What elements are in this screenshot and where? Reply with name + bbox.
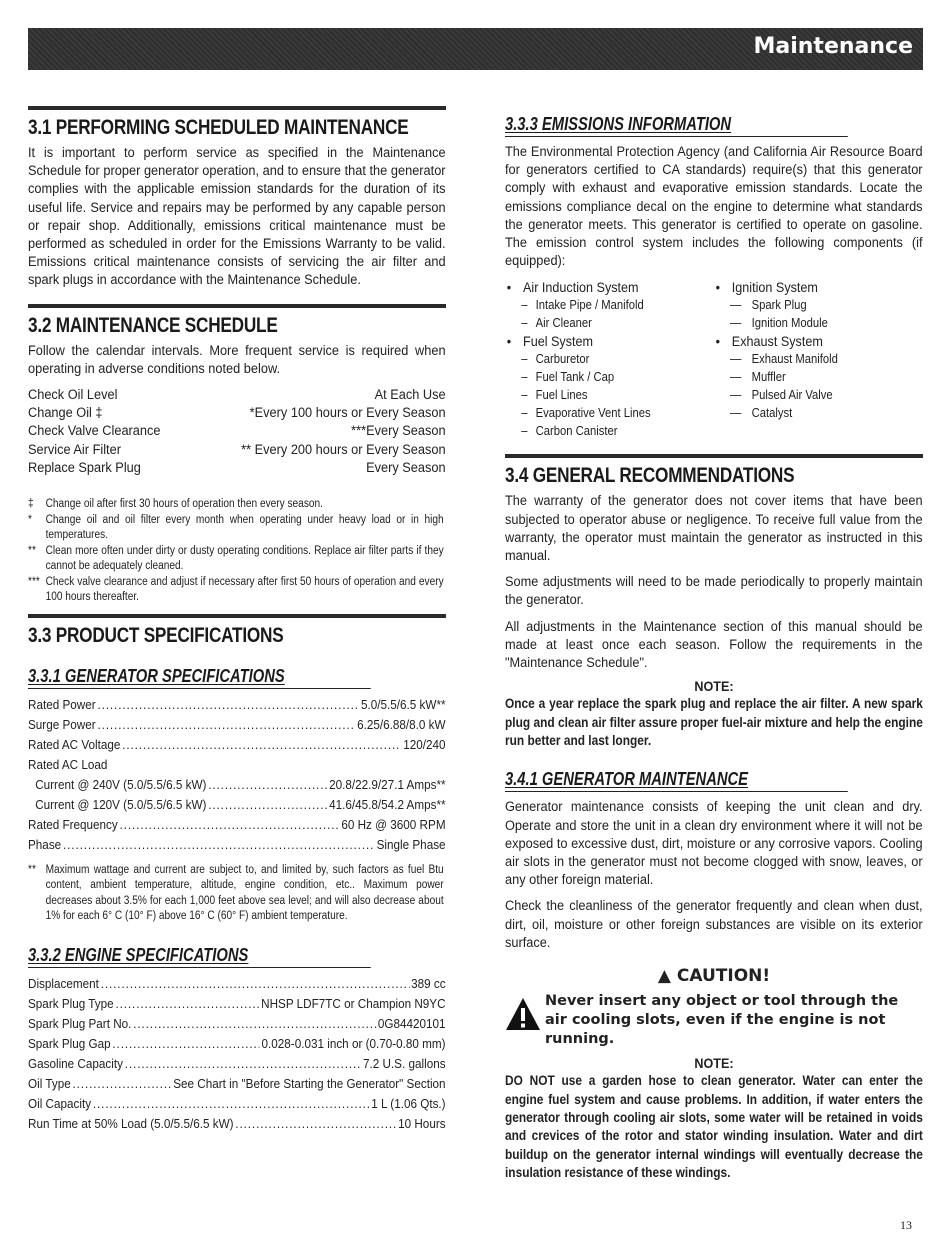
components-left [505, 278, 714, 440]
footnote-text: Change oil and oil filter every month when operating under heavy load or in high temperatures. [45, 513, 444, 542]
spec-label: Current @ 240V (5.0/5.5/6.5 kW) [35, 776, 207, 792]
schedule-table [28, 386, 446, 477]
spec-value: 5.0/5.5/6.5 kW** [361, 696, 446, 712]
schedule-item: Check Valve Clearance [28, 423, 161, 440]
spec-value: 6.25/6.88/8.0 kW [357, 716, 446, 732]
recommendations-p1: The warranty of the generator does not cover items that have been subjected to operator abuse or negligence. To receive full value from the warranty, the operator must maintain the generator as instructed in this manual. [505, 493, 923, 565]
section-rule [505, 454, 923, 458]
section-3-2-title: 3.2 MAINTENANCE SCHEDULE [28, 313, 278, 337]
spec-row [28, 994, 446, 1014]
component-item: – Air Cleaner [505, 314, 714, 332]
component-group: • Exhaust System [714, 332, 923, 350]
spec-label: Current @ 120V (5.0/5.5/6.5 kW) [35, 796, 207, 812]
spec-row [28, 1034, 446, 1054]
component-item: — Spark Plug [714, 296, 923, 314]
schedule-interval: Every Season [366, 459, 446, 476]
schedule-item: Service Air Filter [28, 441, 121, 458]
schedule-row [28, 441, 446, 459]
left-column [28, 106, 446, 1134]
footnote [28, 497, 444, 513]
engine-specs-list [28, 974, 446, 1134]
section-rule [28, 304, 446, 308]
footnote-symbol: ** [28, 544, 36, 557]
spec-label: Rated Frequency [28, 816, 118, 832]
component-item: – Carburetor [505, 350, 714, 368]
spec-row [28, 795, 446, 815]
spec-row [28, 735, 446, 755]
spec-row [28, 755, 446, 775]
footnote [28, 513, 444, 544]
component-group: • Ignition System [714, 278, 923, 296]
spec-value: Single Phase [376, 836, 446, 852]
section-header-bar [28, 28, 923, 70]
spec-value: 1 L (1.06 Qts.) [371, 1095, 446, 1111]
spec-label: Spark Plug Part No. [28, 1015, 132, 1031]
spec-label: Rated AC Voltage [28, 736, 121, 752]
component-item: — Catalyst [714, 404, 923, 422]
schedule-interval: *Every 100 hours or Every Season [249, 405, 446, 422]
caution-label: CAUTION! [676, 966, 771, 987]
emissions-title: 3.3.3 EMISSIONS INFORMATION [505, 114, 848, 137]
spec-row [28, 1074, 446, 1094]
recommendations-p2: Some adjustments will need to be made periodically to properly maintain the generator. [505, 574, 923, 609]
spec-label: Surge Power [28, 716, 96, 732]
component-item: – Evaporative Vent Lines [505, 404, 714, 422]
spec-value: 389 cc [411, 975, 446, 991]
schedule-item: Replace Spark Plug [28, 459, 141, 476]
component-group: • Air Induction System [505, 278, 714, 296]
footnote [28, 544, 444, 575]
schedule-footnotes [28, 497, 446, 606]
generator-maintenance-p1: Generator maintenance consists of keeping the unit clean and dry. Operate and store the unit in a clean dry environment where it will not be exposed to excessive dust, dirt, moisture or any corrosive vapors. Cooling air slots in the generator must not become clogged with snow, leaves, or any other foreign material. [505, 799, 923, 889]
spec-value: 10 Hours [398, 1115, 446, 1131]
footnote-symbol: ‡ [28, 498, 34, 511]
schedule-intro: Follow the calendar intervals. More frequent service is required when operating in adverse conditions noted below. [28, 342, 446, 377]
spec-value: NHSP LDF7TC or Champion N9YC [261, 995, 446, 1011]
note-label: NOTE: [694, 678, 734, 695]
schedule-item: Change Oil ‡ [28, 405, 103, 422]
warning-icon: ▲ [657, 966, 671, 987]
footnote-symbol: ** [28, 863, 36, 876]
note-label: NOTE: [694, 1055, 734, 1072]
schedule-row [28, 459, 446, 477]
component-item: – Intake Pipe / Manifold [505, 296, 714, 314]
spec-label: Spark Plug Gap [28, 1035, 111, 1051]
spec-value: 0.028-0.031 inch or (0.70-0.80 mm) [261, 1035, 446, 1051]
spec-row [28, 1114, 446, 1134]
right-column [505, 106, 923, 1182]
spec-value: 60 Hz @ 3600 RPM [341, 816, 446, 832]
section-3-1-body: It is important to perform service as specified in the Maintenance Schedule for proper generator operation, and to ensure that the generator complies with the applicable emission standards for the duration of its useful life. Service and repairs may be performed by any capable person or repair shop. Additionally, emissions critical maintenance must be performed as scheduled in order for the Emissions Warranty to be valid. Emissions critical maintenance consists of servicing the air filter and spark plugs in accordance with the Maintenance Schedule. [28, 145, 446, 289]
component-item: — Pulsed Air Valve [714, 386, 923, 404]
spec-row [28, 974, 446, 994]
footnote-symbol: *** [28, 575, 40, 588]
spec-label: Oil Capacity [28, 1095, 92, 1111]
spec-value: See Chart in "Before Starting the Generator" Section [173, 1075, 446, 1091]
spec-value: 0G84420101 [377, 1015, 446, 1031]
spec-row [28, 695, 446, 715]
spec-row [28, 815, 446, 835]
schedule-interval: At Each Use [374, 387, 446, 404]
spec-row [28, 1054, 446, 1074]
footnote-text: Check valve clearance and adjust if necessary after first 50 hours of operation and every 100 hours thereafter. [45, 575, 444, 604]
components-right [714, 278, 923, 440]
component-item: — Muffler [714, 368, 923, 386]
component-item: – Carbon Canister [505, 422, 714, 440]
generator-maintenance-title: 3.4.1 GENERATOR MAINTENANCE [505, 769, 848, 792]
section-3-4-title: 3.4 GENERAL RECOMMENDATIONS [505, 464, 795, 488]
note-garden-hose: DO NOT use a garden hose to clean generator. Water can enter the engine fuel system and cause problems. In addition, if water enters the generator through cooling air slots, some water will be retained in voids and crevices of the rotor and stator winding insulation. Water and dirt buildup on the generator internal windings will eventually decrease the insulation resistance of these windings. [505, 1072, 923, 1181]
spec-label: Spark Plug Type [28, 995, 114, 1011]
schedule-row [28, 386, 446, 404]
section-rule [28, 106, 446, 110]
spec-row [28, 715, 446, 735]
page-number: 13 [900, 1218, 912, 1232]
generator-specs-footnote [28, 863, 444, 925]
spec-label: Rated AC Load [28, 756, 108, 772]
schedule-item: Check Oil Level [28, 387, 118, 404]
spec-value: 20.8/22.9/27.1 Amps** [329, 776, 446, 792]
spec-label: Oil Type [28, 1075, 71, 1091]
warning-triangle-icon [505, 996, 541, 1032]
spec-value: 7.2 U.S. gallons [362, 1055, 446, 1071]
section-rule [28, 614, 446, 618]
component-group: • Fuel System [505, 332, 714, 350]
component-item: – Fuel Tank / Cap [505, 368, 714, 386]
caution-text: Never insert any object or tool through the air cooling slots, even if the engine is not running. [545, 993, 899, 1048]
component-item: — Ignition Module [714, 314, 923, 332]
note-spark-plug: Once a year replace the spark plug and replace the air filter. A new spark plug and clean air filter assure proper fuel-air mixture and help the engine run better and last longer. [505, 695, 923, 749]
section-3-3-title: 3.3 PRODUCT SPECIFICATIONS [28, 623, 284, 647]
spec-row [28, 775, 446, 795]
spec-row [28, 1094, 446, 1114]
spec-value: 41.6/45.8/54.2 Amps** [329, 796, 446, 812]
spec-value: 120/240 [403, 736, 446, 752]
spec-row [28, 1014, 446, 1034]
section-3-1-title: 3.1 PERFORMING SCHEDULED MAINTENANCE [28, 116, 409, 139]
spec-label: Displacement [28, 975, 99, 991]
footnote-symbol: * [28, 513, 32, 526]
caution-heading [505, 966, 923, 986]
engine-specs-title: 3.3.2 ENGINE SPECIFICATIONS [28, 945, 371, 968]
generator-specs-title: 3.3.1 GENERATOR SPECIFICATIONS [28, 666, 371, 689]
generator-specs-list [28, 695, 446, 855]
emissions-components [505, 278, 923, 440]
spec-label: Run Time at 50% Load (5.0/5.5/6.5 kW) [28, 1115, 234, 1131]
recommendations-p3: All adjustments in the Maintenance section of this manual should be made at least once each season. Follow the requirements in the "Maintenance Schedule". [505, 618, 923, 672]
spec-label: Phase [28, 836, 62, 852]
footnote-text: Maximum wattage and current are subject to, and limited by, such factors as fuel Btu content, ambient temperature, altitude, engine condition, etc.. Maximum power decreases about 3.5% for each 1,000 feet above sea level; and will also decrease about 1% for each 6° C (10° F) above 16° C (60° F) ambient temperature. [45, 863, 444, 923]
caution-box [505, 992, 923, 1049]
schedule-interval: ***Every Season [351, 423, 446, 440]
component-item: — Exhaust Manifold [714, 350, 923, 368]
schedule-interval: ** Every 200 hours or Every Season [241, 441, 446, 458]
footnote [28, 575, 444, 606]
schedule-row [28, 422, 446, 440]
generator-maintenance-p2: Check the cleanliness of the generator frequently and clean when dust, dirt, oil, moisture or other foreign substances are visible on its exterior surface. [505, 898, 923, 951]
footnote-text: Clean more often under dirty or dusty operating conditions. Replace air filter parts if they cannot be adequately cleaned. [45, 544, 444, 573]
schedule-row [28, 404, 446, 422]
section-header-title: Maintenance [753, 34, 913, 59]
emissions-body: The Environmental Protection Agency (and California Air Resource Board for generators certified to CA standards) require(s) that this generator comply with exhaust and evaporative emission standards. Locate the emissions compliance decal on the engine to determine what standards the generator meets. This generator is certified to operate on gasoline. The emission control system includes the following components (if equipped): [505, 144, 923, 270]
spec-label: Rated Power [28, 696, 96, 712]
spec-label: Gasoline Capacity [28, 1055, 123, 1071]
spec-row [28, 835, 446, 855]
footnote-text: Change oil after first 30 hours of operation then every season. [45, 498, 323, 511]
component-item: – Fuel Lines [505, 386, 714, 404]
